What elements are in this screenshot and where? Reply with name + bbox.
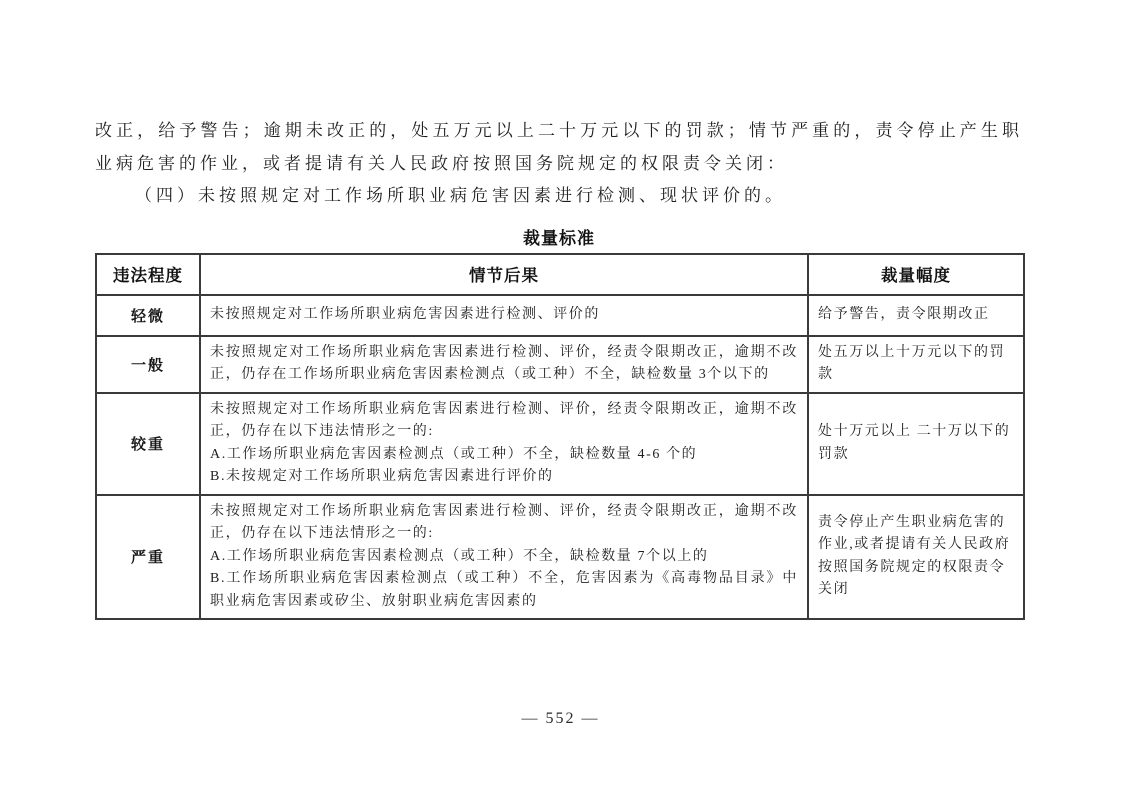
column-header-0: 违法程度 <box>96 254 200 295</box>
circumstances-cell <box>200 495 808 620</box>
circumstances-line: A.工作场所职业病危害因素检测点（或工种）不全，缺检数量 4-6 个的 <box>210 446 698 462</box>
page-number: — 552 — <box>521 710 600 727</box>
document-content <box>95 115 1023 620</box>
discretion-range-cell <box>808 295 1024 336</box>
violation-degree-cell: 严重 <box>96 495 200 620</box>
discretion-range-line: 给予警告，责令限期改正 <box>818 306 990 322</box>
violation-degree-cell: 轻微 <box>96 295 200 336</box>
discretion-range-cell <box>808 336 1024 393</box>
circumstances-line: B.未按规定对工作场所职业病危害因素进行评价的 <box>210 469 554 484</box>
table-row <box>96 295 1024 336</box>
circumstances-line: 未按照规定对工作场所职业病危害因素进行检测、评价，经责令限期改正，逾期不改正，仍存在以下违法情形之一的: <box>210 401 798 439</box>
body-paragraph: 改正，给予警告；逾期未改正的，处五万元以上二十万元以下的罚款；情节严重的，责令停止产生职业病危害的作业，或者提请有关人民政府按照国务院规定的权限责令关闭： <box>95 121 1023 173</box>
clause-paragraph: （四）未按照规定对工作场所职业病危害因素进行检测、现状评价的。 <box>135 186 786 205</box>
discretion-range-line: 处五万以上十万元以下的罚款 <box>818 344 1006 382</box>
column-header-1: 情节后果 <box>200 254 808 295</box>
discretion-standard-table <box>95 253 1025 621</box>
circumstances-line: 未按照规定对工作场所职业病危害因素进行检测、评价的 <box>210 306 600 322</box>
discretion-range-cell <box>808 393 1024 495</box>
violation-degree-cell: 较重 <box>96 393 200 495</box>
circumstances-cell <box>200 393 808 495</box>
table-body <box>96 295 1024 620</box>
circumstances-cell <box>200 295 808 336</box>
circumstances-line: A.工作场所职业病危害因素检测点（或工种）不全，缺检数量 7个以上的 <box>210 548 709 564</box>
violation-degree-cell: 一般 <box>96 336 200 393</box>
table-title: 裁量标准 <box>523 228 595 248</box>
discretion-range-line: 责令停止产生职业病危害的作业,或者提请有关人民政府按照国务院规定的权限责令关闭 <box>818 514 1011 598</box>
circumstances-cell <box>200 336 808 393</box>
table-row <box>96 336 1024 393</box>
circumstances-line: 未按照规定对工作场所职业病危害因素进行检测、评价，经责令限期改正，逾期不改正，仍存在以下违法情形之一的: <box>210 503 798 541</box>
discretion-range-line: 处十万元以上 二十万以下的罚款 <box>818 424 1011 462</box>
table-row <box>96 393 1024 495</box>
table-row <box>96 495 1024 620</box>
discretion-range-cell <box>808 495 1024 620</box>
column-header-2: 裁量幅度 <box>808 254 1024 295</box>
circumstances-line: 未按照规定对工作场所职业病危害因素进行检测、评价，经责令限期改正，逾期不改正，仍存在工作场所职业病危害因素检测点（或工种）不全，缺检数量 3个以下的 <box>210 344 798 382</box>
table-header-row <box>96 254 1024 295</box>
circumstances-line: B.工作场所职业病危害因素检测点（或工种）不全，危害因素为《高毒物品目录》中职业病危害因素或矽尘、放射职业病危害因素的 <box>210 571 798 609</box>
